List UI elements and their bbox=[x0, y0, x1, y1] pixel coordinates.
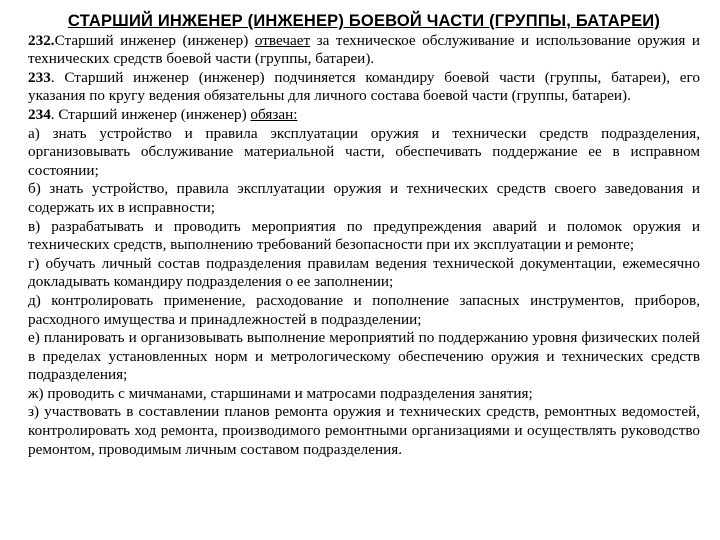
paragraph-text: . Старший инженер (инженер) подчиняется командиру боевой части (группы, батареи), его указания по кругу ведения обязательны для личного состава боевой части (группы, батареи). bbox=[28, 68, 700, 105]
list-item-a: а) знать устройство и правила эксплуатации оружия и технически средств подразделения, организовывать обслуживание материальной части, обеспечивать поддержание ее в исправном состоянии; bbox=[28, 124, 700, 179]
paragraph-text: за техническое обслуживание и использование оружия и технических средств боевой части (группы, батареи). bbox=[28, 31, 701, 68]
list-item-d: д) контролировать применение, расходование и пополнение запасных инструментов, приборов, расходного имущества и принадлежностей в подразделении; bbox=[28, 291, 700, 328]
paragraph-233 bbox=[28, 69, 700, 106]
list-item-b: б) знать устройство, правила эксплуатации оружия и технических средств своего заведования и содержать их в исправности; bbox=[28, 180, 700, 216]
paragraph-number: 232. bbox=[28, 31, 55, 49]
list-item-z: з) участвовать в составлении планов ремонта оружия и технических средств, ремонтных ведомостей, контролировать ход ремонта, производимого ремонтными организациями и осуществлять руководство ремонтом, проводимым личным составом подразделения. bbox=[28, 403, 700, 458]
paragraph-232 bbox=[28, 32, 700, 69]
list-item-e: е) планировать и организовывать выполнение мероприятий по поддержанию уровня физических полей в пределах установленных норм и метрологическому обеспечению оружия и технических средств подразделения; bbox=[28, 329, 700, 384]
paragraph-text: Старший инженер (инженер) bbox=[54, 31, 255, 49]
paragraph-234 bbox=[28, 106, 700, 125]
paragraph-number: 233 bbox=[28, 68, 51, 86]
list-item-v: в) разрабатывать и проводить мероприятия по предупреждения аварий и поломок оружия и технических средств, выполнению требований безопасности при их эксплуатации и ремонте; bbox=[28, 217, 700, 254]
list-item-zh: ж) проводить с мичманами, старшинами и матросами подразделения занятия; bbox=[28, 384, 533, 402]
paragraph-number: 234 bbox=[28, 105, 51, 123]
paragraph-text: . Старший инженер (инженер) bbox=[50, 105, 251, 123]
document-title: СТАРШИЙ ИНЖЕНЕР (ИНЖЕНЕР) БОЕВОЙ ЧАСТИ (ГРУППЫ, БАТАРЕИ) bbox=[67, 12, 661, 30]
underlined-term: обязан: bbox=[250, 105, 298, 123]
list-item-g: г) обучать личный состав подразделения правилам ведения технической документации, ежемесячно докладывать командиру подразделения о ее заполнении; bbox=[28, 254, 700, 291]
document-page bbox=[28, 12, 700, 459]
underlined-term: отвечает bbox=[254, 31, 311, 49]
